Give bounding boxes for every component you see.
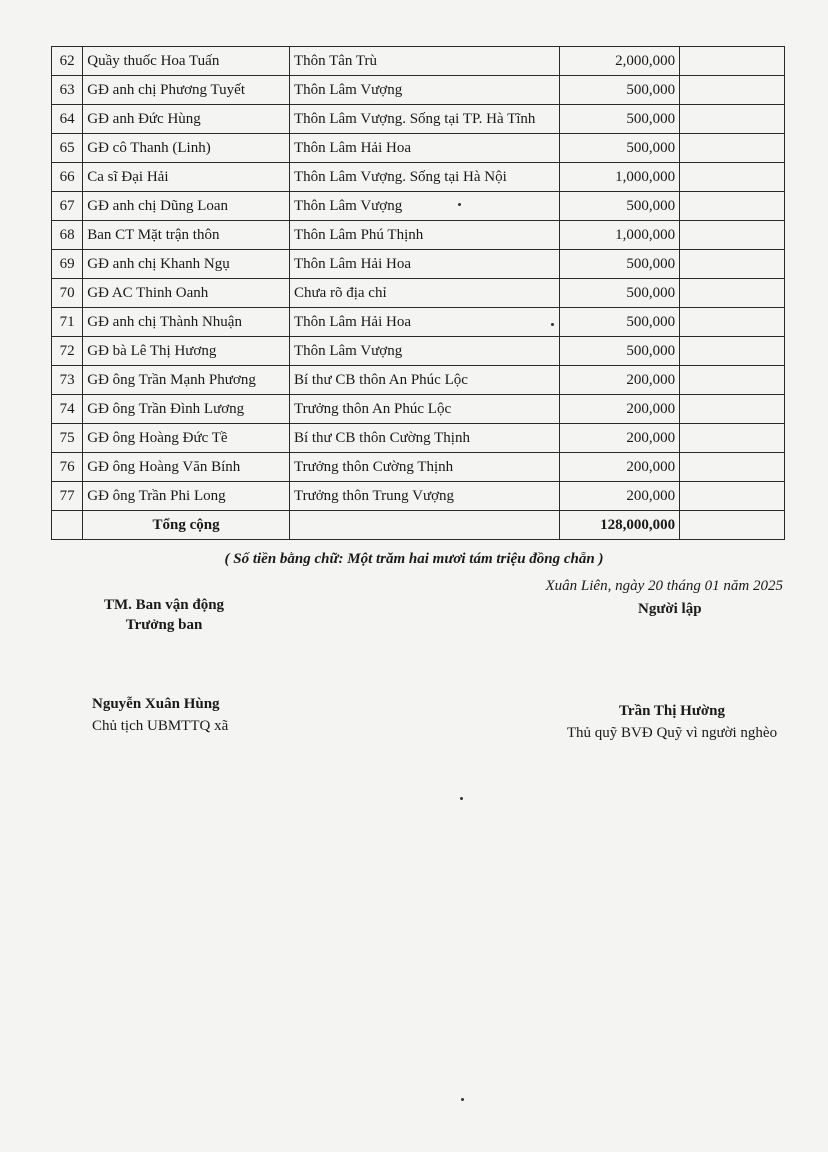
- note-cell: [680, 337, 785, 366]
- donor-address: Trưởng thôn Cường Thịnh: [289, 453, 559, 482]
- note-cell: [680, 395, 785, 424]
- row-number: 71: [52, 308, 83, 337]
- donor-address: Thôn Lâm Vượng. Sống tại TP. Hà Tĩnh: [289, 105, 559, 134]
- row-number: 66: [52, 163, 83, 192]
- donor-address: Thôn Lâm Vượng. Sống tại Hà Nội: [289, 163, 559, 192]
- donation-amount: 2,000,000: [560, 47, 680, 76]
- donation-amount: 200,000: [560, 366, 680, 395]
- note-cell: [680, 279, 785, 308]
- donor-address: Bí thư CB thôn Cường Thịnh: [289, 424, 559, 453]
- donor-name: GĐ ông Trần Phi Long: [83, 482, 290, 511]
- note-cell: [680, 221, 785, 250]
- table-row: [52, 395, 785, 424]
- donation-amount: 200,000: [560, 482, 680, 511]
- left-signer-role: Chủ tịch UBMTTQ xã: [92, 718, 229, 734]
- table-row: [52, 163, 785, 192]
- donor-address: Trưởng thôn An Phúc Lộc: [289, 395, 559, 424]
- donor-address: Bí thư CB thôn An Phúc Lộc: [289, 366, 559, 395]
- total-note-cell: [680, 511, 785, 540]
- row-number: 70: [52, 279, 83, 308]
- note-cell: [680, 308, 785, 337]
- table-row: [52, 192, 785, 221]
- row-number: 77: [52, 482, 83, 511]
- donor-name: GĐ anh chị Khanh Ngụ: [83, 250, 290, 279]
- table-row: [52, 279, 785, 308]
- donor-address: Thôn Tân Trù: [289, 47, 559, 76]
- table-row: [52, 250, 785, 279]
- row-number: 64: [52, 105, 83, 134]
- donation-table: [51, 46, 785, 540]
- donor-name: GĐ anh Đức Hùng: [83, 105, 290, 134]
- row-number: 69: [52, 250, 83, 279]
- row-number: 68: [52, 221, 83, 250]
- donor-name: Ca sĩ Đại Hải: [83, 163, 290, 192]
- table-row: [52, 47, 785, 76]
- donation-amount: 500,000: [560, 279, 680, 308]
- scan-speck: [551, 323, 554, 326]
- donor-address: Thôn Lâm Hải Hoa: [289, 250, 559, 279]
- right-signature-title: Người lập: [638, 601, 702, 617]
- row-number: 67: [52, 192, 83, 221]
- right-signer: [558, 700, 786, 744]
- donor-name: GĐ ông Hoàng Đức Tề: [83, 424, 290, 453]
- left-signer-name: Nguyễn Xuân Hùng: [92, 696, 220, 712]
- right-signer-name: Trần Thị Hường: [619, 703, 725, 719]
- scan-speck: [461, 1098, 464, 1101]
- row-number: 63: [52, 76, 83, 105]
- table-row: [52, 366, 785, 395]
- row-number: 76: [52, 453, 83, 482]
- table-row: [52, 308, 785, 337]
- donor-address: Thôn Lâm Vượng: [289, 192, 559, 221]
- donation-amount: 200,000: [560, 424, 680, 453]
- donor-address: Thôn Lâm Hải Hoa: [289, 134, 559, 163]
- donor-name: Quầy thuốc Hoa Tuấn: [83, 47, 290, 76]
- donation-amount: 500,000: [560, 76, 680, 105]
- donation-amount: 500,000: [560, 105, 680, 134]
- left-signature-title-line1: TM. Ban vận động: [104, 597, 225, 613]
- note-cell: [680, 192, 785, 221]
- table-row: [52, 337, 785, 366]
- row-number: 73: [52, 366, 83, 395]
- donation-amount: 1,000,000: [560, 221, 680, 250]
- donor-name: GĐ bà Lê Thị Hương: [83, 337, 290, 366]
- total-amount: 128,000,000: [560, 511, 680, 540]
- donor-name: GĐ anh chị Thành Nhuận: [83, 308, 290, 337]
- row-number: 75: [52, 424, 83, 453]
- donor-name: Ban CT Mặt trận thôn: [83, 221, 290, 250]
- donor-address: Trưởng thôn Trung Vượng: [289, 482, 559, 511]
- note-cell: [680, 47, 785, 76]
- row-number: 62: [52, 47, 83, 76]
- donation-amount: 1,000,000: [560, 163, 680, 192]
- note-cell: [680, 482, 785, 511]
- amount-in-words: ( Số tiền bằng chữ: Một trăm hai mươi tám triệu đồng chẵn ): [224, 551, 604, 567]
- donation-amount: 200,000: [560, 395, 680, 424]
- donation-amount: 500,000: [560, 250, 680, 279]
- table-row: [52, 424, 785, 453]
- note-cell: [680, 163, 785, 192]
- row-number: 72: [52, 337, 83, 366]
- row-number: 74: [52, 395, 83, 424]
- donor-address: Thôn Lâm Vượng: [289, 337, 559, 366]
- total-stt-cell: [52, 511, 83, 540]
- donor-name: GĐ anh chị Dũng Loan: [83, 192, 290, 221]
- total-row: [52, 511, 785, 540]
- table-row: [52, 482, 785, 511]
- row-number: 65: [52, 134, 83, 163]
- donor-name: GĐ ông Trần Đình Lương: [83, 395, 290, 424]
- left-signature-title: [104, 595, 224, 635]
- note-cell: [680, 250, 785, 279]
- table-row: [52, 76, 785, 105]
- donation-amount: 500,000: [560, 192, 680, 221]
- donor-address: Thôn Lâm Phú Thịnh: [289, 221, 559, 250]
- donation-amount: 500,000: [560, 337, 680, 366]
- table-row: [52, 453, 785, 482]
- donor-name: GĐ AC Thinh Oanh: [83, 279, 290, 308]
- date-line: Xuân Liên, ngày 20 tháng 01 năm 2025: [545, 578, 783, 594]
- note-cell: [680, 366, 785, 395]
- right-signer-role: Thủ quỹ BVĐ Quỹ vì người nghèo: [566, 725, 778, 741]
- scan-speck: [460, 797, 463, 800]
- table-row: [52, 221, 785, 250]
- donor-name: GĐ ông Hoàng Văn Bính: [83, 453, 290, 482]
- donation-amount: 500,000: [560, 308, 680, 337]
- donation-amount: 500,000: [560, 134, 680, 163]
- donor-address: Chưa rõ địa chỉ: [289, 279, 559, 308]
- donation-table-footer: [52, 511, 785, 540]
- note-cell: [680, 134, 785, 163]
- donor-name: GĐ anh chị Phương Tuyết: [83, 76, 290, 105]
- table-row: [52, 105, 785, 134]
- note-cell: [680, 424, 785, 453]
- table-row: [52, 134, 785, 163]
- donor-name: GĐ cô Thanh (Linh): [83, 134, 290, 163]
- donation-table-body: [52, 47, 785, 511]
- donor-address: Thôn Lâm Hải Hoa: [289, 308, 559, 337]
- total-address-cell: [289, 511, 559, 540]
- left-signer: [92, 693, 228, 737]
- donation-amount: 200,000: [560, 453, 680, 482]
- total-label: Tổng cộng: [83, 511, 290, 540]
- donor-name: GĐ ông Trần Mạnh Phương: [83, 366, 290, 395]
- note-cell: [680, 453, 785, 482]
- left-signature-title-line2: Trưởng ban: [125, 617, 203, 633]
- scan-speck: [458, 203, 461, 206]
- donor-address: Thôn Lâm Vượng: [289, 76, 559, 105]
- note-cell: [680, 105, 785, 134]
- note-cell: [680, 76, 785, 105]
